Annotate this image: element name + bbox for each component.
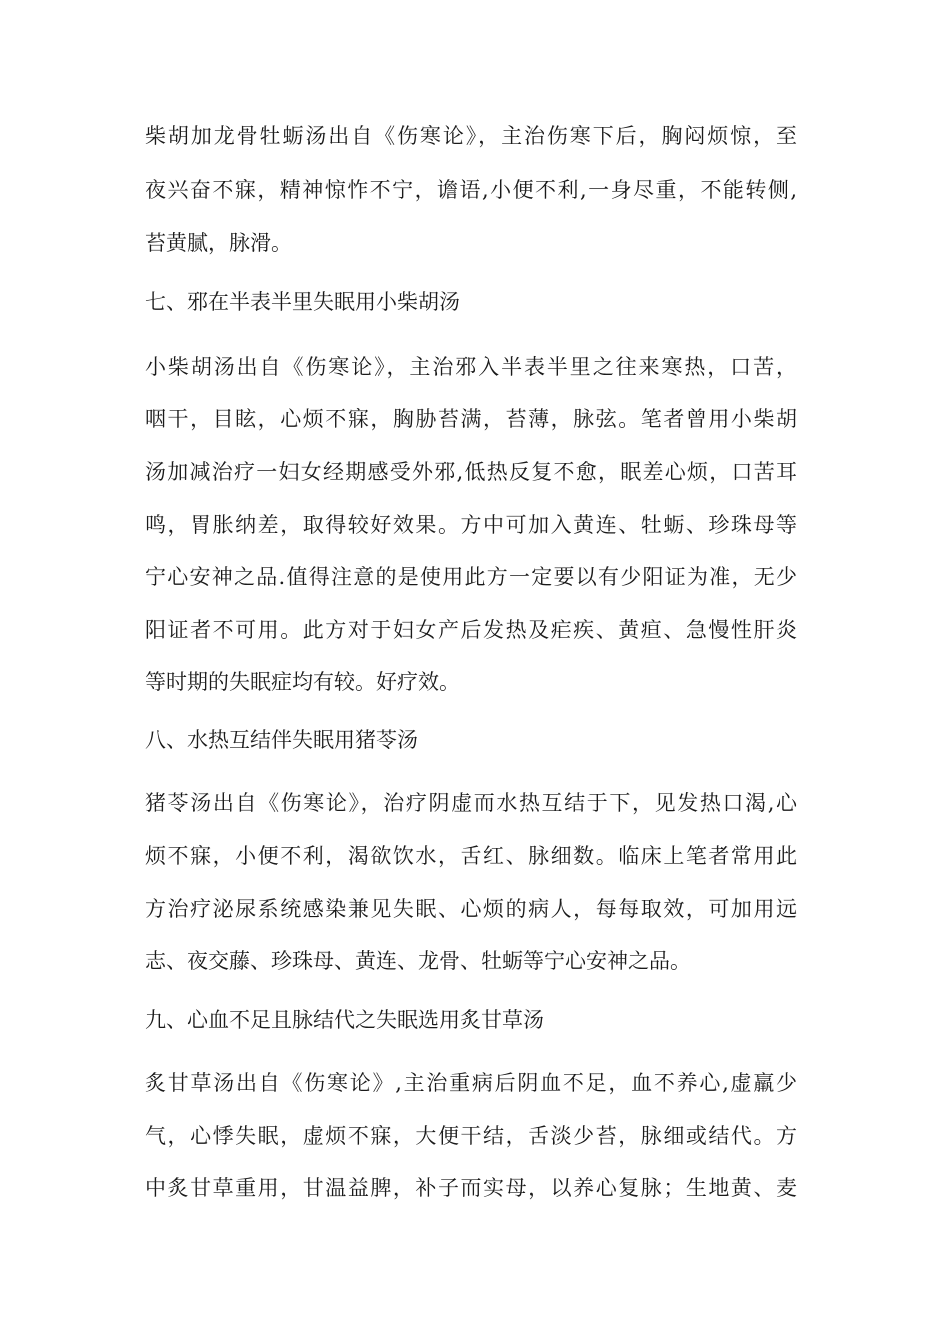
paragraph-line: 烦不寐，小便不利，渴欲饮水，舌红、脉细数。临床上笔者常用此 bbox=[145, 844, 797, 868]
paragraph-line: 宁心安神之品.值得注意的是使用此方一定要以有少阳证为准，无少 bbox=[145, 565, 797, 589]
paragraph-line: 阳证者不可用。此方对于妇女产后发热及疟疾、黄疸、急慢性肝炎 bbox=[145, 618, 797, 642]
paragraph-line: 方治疗泌尿系统感染兼见失眠、心烦的病人，每每取效，可加用远 bbox=[145, 897, 797, 921]
paragraph-line: 炙甘草汤出自《伤寒论》,主治重病后阴血不足，血不养心,虚羸少 bbox=[145, 1071, 797, 1095]
section-heading: 八、水热互结伴失眠用猪苓汤 bbox=[145, 728, 418, 752]
paragraph-line: 气，心悸失眠，虚烦不寐，大便干结，舌淡少苔，脉细或结代。方 bbox=[145, 1124, 797, 1148]
paragraph-line: 等时期的失眠症均有较。好疗效。 bbox=[145, 670, 460, 694]
paragraph-line: 志、夜交藤、珍珠母、黄连、龙骨、牡蛎等宁心安神之品。 bbox=[145, 949, 691, 973]
paragraph-line: 柴胡加龙骨牡蛎汤出自《伤寒论》，主治伤寒下后，胸闷烦惊，至 bbox=[145, 124, 797, 148]
paragraph-line: 汤加减治疗一妇女经期感受外邪,低热反复不愈，眠差心烦，口苦耳 bbox=[145, 460, 797, 484]
paragraph-line: 夜兴奋不寐，精神惊怍不宁，谵语,小便不利,一身尽重，不能转侧, bbox=[145, 178, 797, 202]
paragraph-line: 鸣，胃胀纳差，取得较好效果。方中可加入黄连、牡蛎、珍珠母等 bbox=[145, 513, 797, 537]
paragraph-line: 中炙甘草重用，甘温益脾，补子而实母，以养心复脉；生地黄、麦 bbox=[145, 1176, 797, 1200]
paragraph-line: 猪苓汤出自《伤寒论》，治疗阴虚而水热互结于下，见发热口渴,心 bbox=[145, 791, 797, 815]
paragraph-line: 小柴胡汤出自《伤寒论》，主治邪入半表半里之往来寒热，口苦， bbox=[145, 355, 797, 379]
section-heading: 七、邪在半表半里失眠用小柴胡汤 bbox=[145, 290, 460, 314]
section-heading: 九、心血不足且脉结代之失眠选用炙甘草汤 bbox=[145, 1008, 544, 1032]
paragraph-line: 苔黄腻，脉滑。 bbox=[145, 231, 292, 255]
paragraph-line: 咽干，目眩，心烦不寐，胸胁苔满，苔薄，脉弦。笔者曾用小柴胡 bbox=[145, 407, 797, 431]
